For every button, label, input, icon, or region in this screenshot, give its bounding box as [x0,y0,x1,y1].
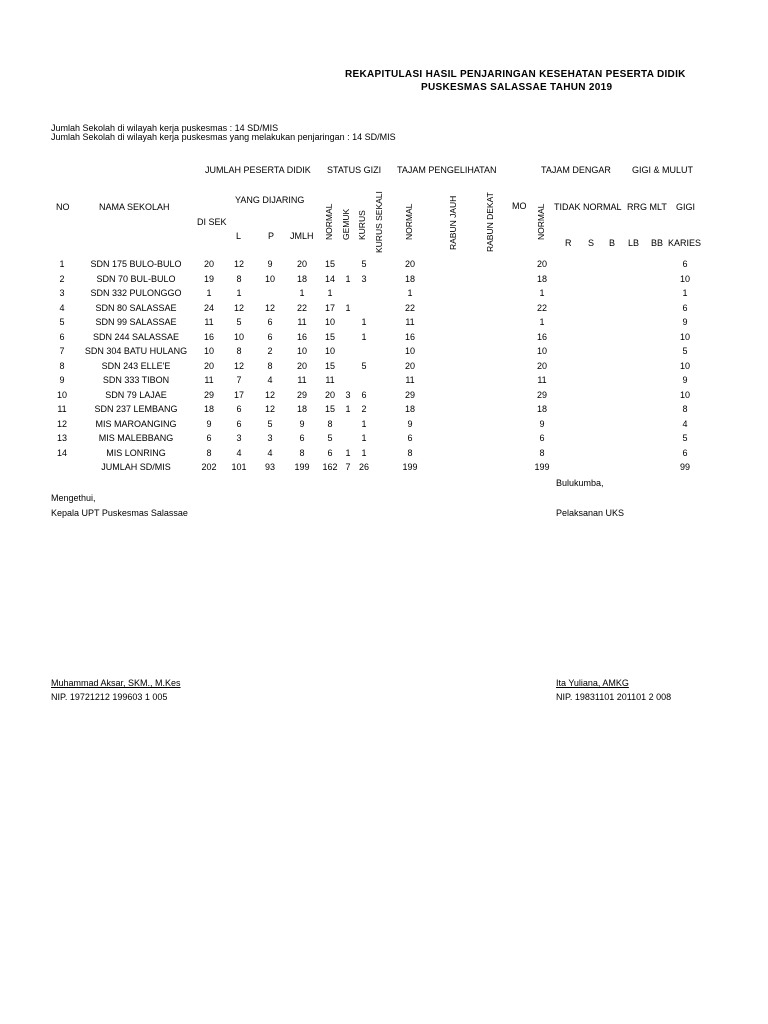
signature-left-name: Muhammad Aksar, SKM., M.Kes [51,678,181,688]
cell-di-sek: 11 [204,317,214,327]
signature-right-name: Ita Yuliana, AMKG [556,678,629,688]
cell-dengar-normal: 1 [539,317,545,327]
cell-p: 6 [267,331,273,342]
cell-no: 4 [59,302,65,313]
footer-kepala: Kepala UPT Puskesmas Salassae [51,508,188,518]
total-dengar-normal: 199 [534,462,550,472]
cell-no: 1 [59,259,65,269]
cell-school-name: SDN 304 BATU HULANG [84,346,188,356]
cell-dengar-normal: 29 [536,389,547,400]
cell-lihat-normal: 11 [405,317,415,327]
cell-jmlh: 10 [296,346,307,356]
cell-school-name: SDN 332 PULONGGO [90,288,182,298]
cell-di-sek: 9 [206,418,212,429]
cell-dengar-normal: 8 [539,447,545,458]
cell-gizi-normal: 15 [324,360,335,371]
cell-lihat-normal: 6 [407,433,413,443]
cell-kurus: 1 [361,317,367,327]
cell-karies: 8 [682,404,688,414]
cell-jmlh: 29 [296,389,307,400]
cell-p: 12 [264,404,275,414]
cell-karies: 10 [679,360,690,371]
cell-jmlh: 20 [296,360,307,371]
header-l: L [236,231,242,241]
cell-p: 8 [267,360,273,371]
cell-dengar-normal: 20 [536,360,547,371]
total-jmlh: 199 [294,462,310,472]
cell-di-sek: 24 [203,302,214,313]
cell-di-sek: 10 [203,346,214,356]
cell-school-name: SDN 237 LEMBANG [94,404,178,414]
header-nama-sekolah: NAMA SEKOLAH [99,202,170,212]
cell-total-label: JUMLAH SD/MIS [101,462,171,472]
cell-dengar-normal: 20 [536,259,547,269]
cell-lihat-normal: 16 [404,331,415,342]
cell-p: 9 [267,259,273,269]
cell-p: 10 [264,273,275,284]
cell-jmlh: 20 [296,259,307,269]
cell-dengar-normal: 6 [539,433,545,443]
cell-no: 5 [59,317,65,327]
header-lihat-normal: NORMAL [404,203,414,240]
cell-karies: 4 [682,418,688,429]
header-mo: MO [512,201,527,211]
cell-di-sek: 18 [203,404,214,414]
cell-l: 10 [233,331,244,342]
cell-school-name: SDN 243 ELLE'E [101,360,171,371]
cell-gizi-normal: 1 [327,288,333,298]
cell-school-name: SDN 99 SALASSAE [95,317,177,327]
cell-gemuk: 1 [345,273,351,284]
cell-dengar-normal: 1 [539,288,545,298]
cell-gizi-normal: 15 [324,331,335,342]
cell-di-sek: 11 [204,375,214,385]
cell-l: 12 [233,360,244,371]
cell-kurus: 1 [361,418,367,429]
header-rabun-dekat: RABUN DEKAT [485,192,495,252]
cell-dengar-normal: 11 [537,375,547,385]
cell-gizi-normal: 20 [324,389,335,400]
cell-school-name: SDN 70 BUL-BULO [96,273,176,284]
cell-karies: 5 [682,433,688,443]
cell-lihat-normal: 1 [407,288,413,298]
cell-di-sek: 20 [203,259,214,269]
cell-p: 12 [264,389,275,400]
cell-gizi-normal: 11 [325,375,335,385]
cell-l: 5 [236,317,242,327]
cell-karies: 6 [682,302,688,313]
cell-lihat-normal: 10 [404,346,415,356]
header-gizi-normal: NORMAL [324,203,334,240]
cell-gizi-normal: 6 [327,447,333,458]
cell-di-sek: 20 [203,360,214,371]
cell-lihat-normal: 9 [407,418,413,429]
header-no: NO [56,202,70,212]
header-rabun-jauh: RABUN JAUH [448,195,458,250]
cell-p: 12 [264,302,275,313]
header-status-gizi: STATUS GIZI [327,165,382,175]
cell-gizi-normal: 8 [327,418,333,429]
cell-l: 4 [236,447,242,458]
cell-kurus: 2 [361,404,367,414]
cell-no: 10 [56,389,67,400]
header-jmlh: JMLH [290,231,314,241]
cell-kurus: 1 [361,433,367,443]
header-lb: LB [628,238,640,248]
cell-dengar-normal: 18 [536,404,547,414]
header-gigi: GIGI [676,202,696,212]
cell-karies: 5 [682,346,688,356]
header-bb: BB [651,238,664,248]
cell-p: 2 [267,346,273,356]
header-tidak-normal: TIDAK NORMAL [554,202,622,212]
cell-lihat-normal: 18 [404,404,415,414]
cell-dengar-normal: 10 [536,346,547,356]
cell-dengar-normal: 16 [536,331,547,342]
header-gemuk: GEMUK [341,208,351,240]
cell-di-sek: 19 [203,273,214,284]
total-kurus: 26 [358,462,369,472]
cell-no: 11 [57,404,67,414]
cell-l: 6 [236,418,242,429]
cell-di-sek: 8 [206,447,212,458]
cell-gemuk: 3 [345,389,351,400]
cell-kurus: 1 [361,331,367,342]
cell-kurus: 1 [361,447,367,458]
cell-school-name: SDN 175 BULO-BULO [90,259,182,269]
cell-school-name: MIS MAROANGING [95,418,177,429]
cell-p: 6 [267,317,273,327]
cell-di-sek: 29 [203,389,214,400]
header-kurus: KURUS [357,210,367,240]
cell-gemuk: 1 [345,302,351,313]
total-gemuk: 7 [345,462,351,472]
header-di-sek: DI SEK [197,217,227,227]
cell-jmlh: 18 [296,273,307,284]
cell-di-sek: 1 [206,288,212,298]
header-tajam-pengelihatan: TAJAM PENGELIHATAN [397,165,497,175]
total-di-sek: 202 [201,462,217,472]
cell-jmlh: 18 [296,404,307,414]
cell-l: 8 [236,273,242,284]
header-karies: KARIES [668,238,702,248]
cell-karies: 6 [682,259,688,269]
total-gizi-normal: 162 [322,462,338,472]
total-p: 93 [264,462,275,472]
header-gigi-mulut: GIGI & MULUT [632,165,694,175]
cell-no: 9 [59,375,65,385]
cell-karies: 1 [682,288,688,298]
header-s: S [588,238,595,248]
cell-jmlh: 6 [299,433,305,443]
cell-p: 3 [267,433,273,443]
cell-lihat-normal: 20 [404,259,415,269]
cell-school-name: MIS LONRING [106,447,166,458]
cell-school-name: MIS MALEBBANG [98,433,174,443]
cell-gizi-normal: 10 [324,317,335,327]
cell-l: 1 [236,288,242,298]
header-rrg-mlt: RRG MLT [627,202,667,212]
cell-gizi-normal: 10 [324,346,335,356]
cell-di-sek: 6 [206,433,212,443]
cell-lihat-normal: 18 [404,273,415,284]
cell-lihat-normal: 29 [404,389,415,400]
cell-karies: 9 [682,375,688,385]
cell-no: 3 [59,288,65,298]
cell-jmlh: 9 [299,418,305,429]
cell-l: 12 [233,259,244,269]
signature-left-nip: NIP. 19721212 199603 1 005 [51,692,168,702]
cell-school-name: SDN 244 SALASSAE [92,331,180,342]
header-kurus-sekali: KURUS SEKALI [374,191,384,253]
footer-pelaksana: Pelaksanan UKS [556,508,625,518]
cell-school-name: SDN 79 LAJAE [105,389,167,400]
header-yang-dijaring: YANG DIJARING [235,195,305,205]
cell-kurus: 5 [361,259,367,269]
cell-school-name: SDN 333 TIBON [102,375,170,385]
cell-l: 8 [236,346,242,356]
report-title-line2: PUSKESMAS SALASSAE TAHUN 2019 [421,82,613,93]
cell-di-sek: 16 [203,331,214,342]
cell-l: 17 [233,389,244,400]
header-dengar-normal: NORMAL [536,203,546,240]
cell-gizi-normal: 15 [324,259,335,269]
cell-no: 8 [59,360,65,371]
cell-kurus: 3 [361,273,367,284]
cell-l: 6 [236,404,242,414]
cell-jmlh: 11 [297,375,307,385]
report-title-line1: REKAPITULASI HASIL PENJARINGAN KESEHATAN PESERTA DIDIK [345,69,686,80]
cell-karies: 6 [682,447,688,458]
cell-gizi-normal: 5 [327,433,333,443]
cell-p: 5 [267,418,273,429]
cell-lihat-normal: 8 [407,447,413,458]
total-lihat-normal: 199 [402,462,418,472]
total-l: 101 [231,462,247,472]
cell-jmlh: 1 [299,288,305,298]
cell-gemuk: 1 [345,404,351,414]
cell-jmlh: 8 [299,447,305,458]
cell-no: 13 [56,433,67,443]
header-tajam-dengar: TAJAM DENGAR [541,165,611,175]
cell-l: 12 [233,302,244,313]
cell-no: 12 [56,418,67,429]
cell-gemuk: 1 [345,447,351,458]
cell-gizi-normal: 15 [324,404,335,414]
cell-lihat-normal: 11 [405,375,415,385]
cell-karies: 10 [679,389,690,400]
cell-lihat-normal: 20 [404,360,415,371]
cell-no: 7 [59,346,65,356]
cell-p: 4 [267,447,273,458]
info-line-2: Jumlah Sekolah di wilayah kerja puskesmas yang melakukan penjaringan : 14 SD/MIS [51,132,396,142]
header-p: P [268,231,275,241]
cell-no: 2 [59,273,65,284]
cell-no: 14 [56,447,67,458]
signature-right-nip: NIP. 19831101 201101 2 008 [556,692,672,702]
header-jumlah-peserta: JUMLAH PESERTA DIDIK [205,165,311,175]
cell-jmlh: 11 [297,317,307,327]
header-b: B [609,238,616,248]
cell-karies: 10 [679,273,690,284]
cell-dengar-normal: 22 [536,302,547,313]
cell-gizi-normal: 14 [324,273,335,284]
cell-school-name: SDN 80 SALASSAE [95,302,177,313]
cell-p: 4 [267,375,273,385]
cell-karies: 9 [682,317,688,327]
cell-kurus: 6 [361,389,367,400]
cell-no: 6 [59,331,65,342]
cell-gizi-normal: 17 [324,302,335,313]
cell-dengar-normal: 9 [539,418,545,429]
footer-place: Bulukumba, [556,478,604,488]
cell-l: 7 [236,375,242,385]
header-r: R [565,238,572,248]
footer-mengethui: Mengethui, [51,493,96,503]
info-line-1: Jumlah Sekolah di wilayah kerja puskesmas : 14 SD/MIS [51,123,279,133]
cell-lihat-normal: 22 [404,302,415,313]
cell-jmlh: 22 [296,302,307,313]
cell-dengar-normal: 18 [536,273,547,284]
cell-jmlh: 16 [296,331,307,342]
cell-karies: 10 [679,331,690,342]
cell-kurus: 5 [361,360,367,371]
total-karies: 99 [679,462,690,472]
cell-l: 3 [236,433,242,443]
